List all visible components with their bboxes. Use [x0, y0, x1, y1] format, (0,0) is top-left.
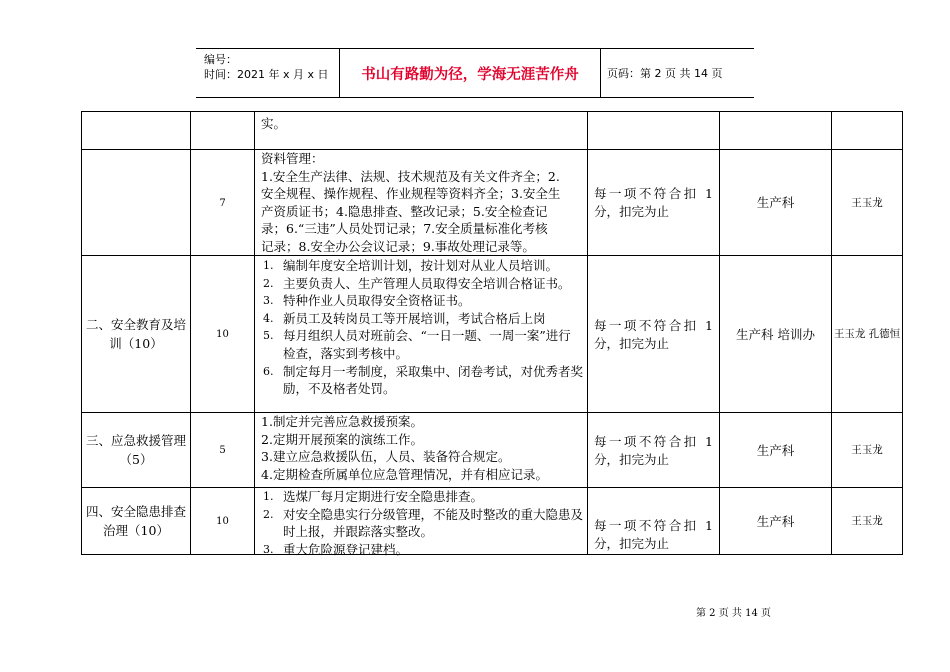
- category-label: 二、安全教育及培训（10）: [86, 317, 187, 351]
- page-footer: 第 2 页 共 14 页: [696, 608, 771, 619]
- content-cell: [254, 413, 587, 488]
- list-item: 4. 新员工及转岗员工等开展培训，考试合格后上岗: [263, 310, 546, 326]
- person-cell: [831, 256, 902, 413]
- content-line: 记录；8.安全办公会议记录；9.事故处理记录等。: [261, 238, 535, 254]
- scoring-method: 每一项不符合扣 1 分，扣完为止: [594, 518, 713, 551]
- score-cell: [190, 256, 254, 413]
- department-cell: [719, 256, 831, 413]
- score-value: 10: [216, 516, 229, 527]
- person-cell: [831, 413, 902, 488]
- person: 王玉龙: [851, 444, 883, 456]
- list-item: 1. 选煤厂每月定期进行安全隐患排查。: [263, 489, 484, 504]
- category-cell: [82, 488, 190, 555]
- list-item: 1.制定并完善应急救援预案。: [261, 414, 423, 429]
- header-motto: 书山有路勤为径，学海无涯苦作舟: [340, 49, 601, 97]
- table-row: [82, 255, 902, 413]
- scoring-method: 每一项不符合扣 1 分，扣完为止: [594, 317, 713, 351]
- department: 生产科: [756, 442, 795, 458]
- scoring-cell: [587, 488, 719, 555]
- content-cell: [254, 256, 587, 413]
- scoring-cell: [587, 112, 719, 149]
- content-line: 实。: [261, 116, 287, 131]
- person: 王玉龙: [851, 515, 883, 527]
- department-cell: [719, 150, 831, 256]
- person: 王玉龙: [851, 196, 883, 209]
- list-item: 5. 每月组织人员对班前会、“一日一题、一周一案”进行检查，落实到考核中。: [263, 328, 571, 361]
- score-cell: [190, 413, 254, 488]
- list-item: 6. 制定每月一考制度，采取集中、闭卷考试，对优秀者奖励，不及格者处罚。: [263, 363, 584, 397]
- table-row: [82, 412, 902, 488]
- score-value: 10: [216, 329, 229, 340]
- category-label: 三、应急救援管理（5）: [86, 433, 187, 467]
- content-line: 产资质证书；4.隐患排查、整改记录；5.安全检查记: [261, 203, 548, 219]
- department-cell: [719, 488, 831, 555]
- code-label: 编号：: [204, 53, 237, 66]
- category-cell: [82, 150, 190, 256]
- header-meta: [196, 49, 340, 97]
- content-cell: [254, 112, 587, 149]
- scoring-cell: [587, 256, 719, 413]
- list-item: 3. 重大危险源登记建档。: [263, 541, 409, 557]
- person-cell: [831, 488, 902, 555]
- scoring-cell: [587, 413, 719, 488]
- person-cell: [831, 150, 902, 256]
- assessment-table: [81, 111, 903, 555]
- person: 王玉龙 孔德恒: [833, 328, 901, 340]
- list-item: 2. 主要负责人、生产管理人员取得安全培训合格证书。: [263, 275, 571, 291]
- content-line: 1.安全生产法律、法规、技术规范及有关文件齐全；2.: [261, 168, 560, 184]
- department-cell: [719, 112, 831, 149]
- page-header: [196, 48, 754, 98]
- scoring-cell: [587, 150, 719, 256]
- department: 生产科: [756, 513, 795, 529]
- list-item: 2. 对安全隐患实行分级管理，不能及时整改的重大隐患及时上报，并跟踪落实整改。: [263, 506, 584, 540]
- category-cell: [82, 112, 190, 149]
- table-row: [82, 149, 902, 256]
- list-item: 4.定期检查所属单位应急管理情况，并有相应记录。: [261, 466, 548, 482]
- scoring-method: 每一项不符合扣 1 分，扣完为止: [594, 433, 713, 467]
- category-cell: [82, 413, 190, 488]
- content-cell: [254, 488, 587, 555]
- score-cell: [190, 488, 254, 555]
- scoring-method: 每一项不符合扣 1 分，扣完为止: [594, 186, 713, 219]
- list-item: 1. 编制年度安全培训计划，按计划对从业人员培训。: [263, 258, 559, 273]
- list-item: 3. 特种作业人员取得安全资格证书。: [263, 293, 471, 309]
- department: 生产科: [756, 195, 795, 210]
- score-value: 5: [219, 445, 226, 456]
- content-line: 资料管理：: [261, 151, 324, 166]
- list-item: 2.定期开展预案的演练工作。: [261, 431, 423, 447]
- list-item: 3.建立应急救援队伍，人员、装备符合规定。: [261, 449, 511, 465]
- category-label: 四、安全隐患排查治理（10）: [86, 504, 187, 538]
- category-cell: [82, 256, 190, 413]
- department-cell: [719, 413, 831, 488]
- score-value: 7: [219, 197, 226, 209]
- content-cell: [254, 150, 587, 256]
- score-cell: [190, 150, 254, 256]
- person-cell: [831, 112, 902, 149]
- table-row: [82, 112, 902, 149]
- score-cell: [190, 112, 254, 149]
- header-page-code: 页码：第 2 页 共 14 页: [607, 67, 723, 80]
- content-line: 录；6.“三违”人员处罚记录；7.安全质量标准化考核: [261, 221, 548, 237]
- time-label: 时间：2021 年 x 月 x 日: [204, 68, 329, 81]
- table-row: [82, 487, 902, 555]
- department: 生产科 培训办: [736, 326, 815, 342]
- content-line: 安全规程、操作规程、作业规程等资料齐全；3.安全生: [261, 186, 561, 202]
